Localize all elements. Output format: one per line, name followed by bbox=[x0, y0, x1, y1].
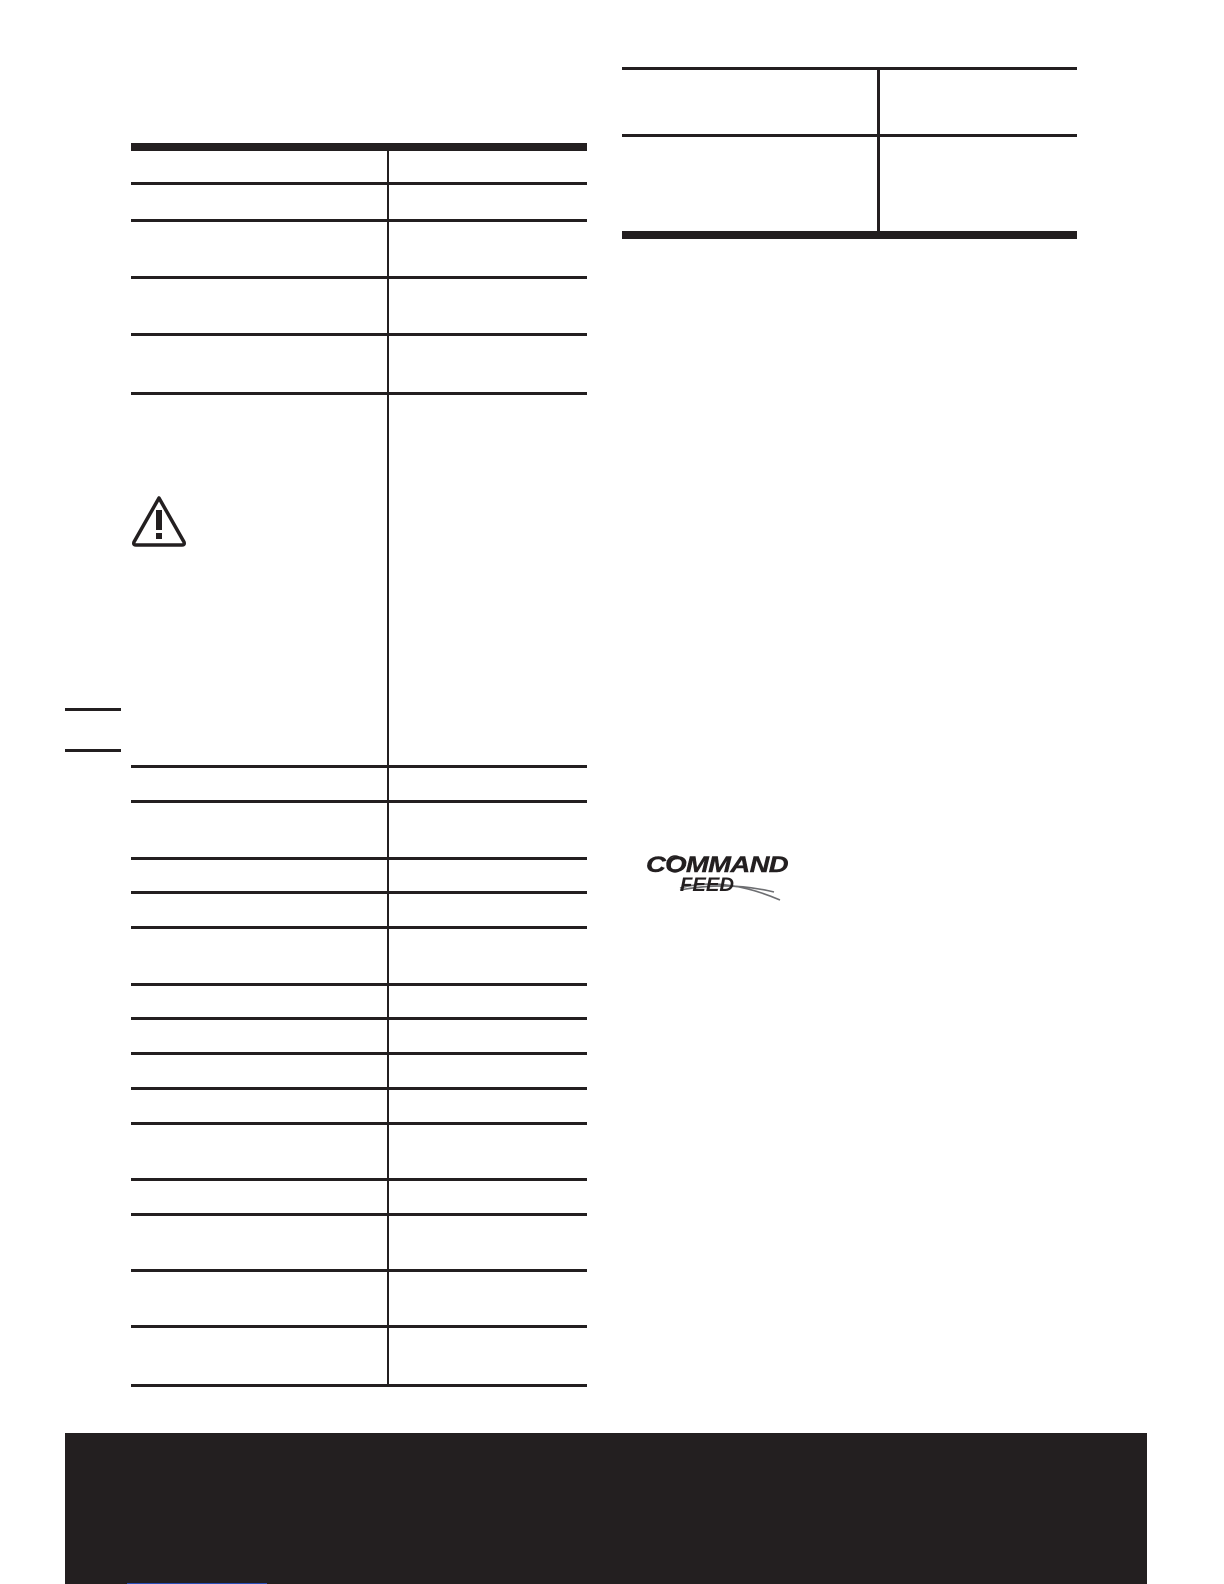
info-table-top-rule bbox=[622, 67, 1077, 70]
info-table-bottom-rule bbox=[622, 231, 1077, 239]
info-table-column-divider bbox=[877, 69, 880, 233]
logo-line2: FEED bbox=[680, 875, 735, 896]
logo-line1: COMMAND bbox=[646, 852, 789, 877]
command-feed-logo bbox=[644, 848, 794, 906]
footer-band bbox=[65, 1433, 1147, 1584]
info-table-row-rule bbox=[622, 134, 1077, 137]
